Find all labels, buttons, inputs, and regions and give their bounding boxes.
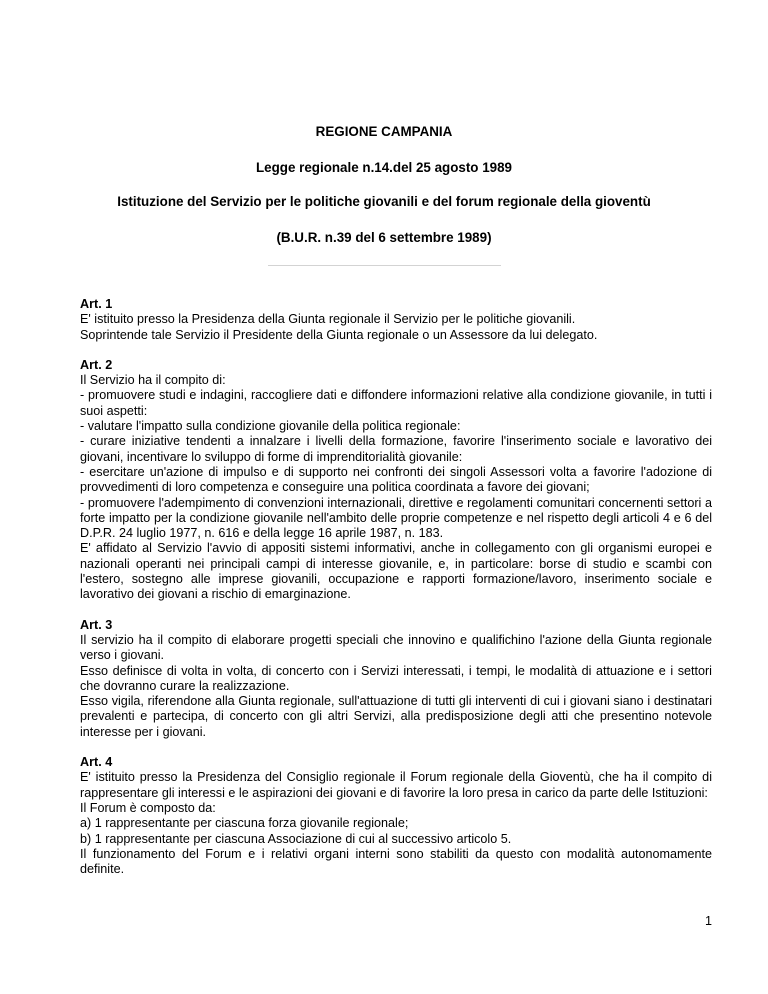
article-title: Art. 4 <box>80 755 113 770</box>
article-paragraph: - esercitare un'azione di impulso e di supporto nei confronti dei singoli Assessori volta a favorire l'adozione di provvedimenti di loro competenza e conseguire una politica coordinata a favore dei giovani; <box>80 464 712 495</box>
article-paragraph: E' istituito presso la Presidenza della Giunta regionale il Servizio per le politiche giovanili. <box>80 312 576 327</box>
law-heading: Legge regionale n.14.del 25 agosto 1989 <box>255 160 512 175</box>
article-3 <box>80 618 712 740</box>
article-paragraph: Soprintende tale Servizio il Presidente della Giunta regionale o un Assessore da lui delegato. <box>80 327 598 342</box>
document-header <box>0 114 768 266</box>
bur-reference: (B.U.R. n.39 del 6 settembre 1989) <box>276 230 492 245</box>
document-body <box>80 297 712 892</box>
region-heading: REGIONE CAMPANIA <box>315 124 453 139</box>
article-2 <box>80 358 712 603</box>
article-title: Art. 3 <box>80 617 113 632</box>
article-paragraph: - curare iniziative tendenti a innalzare i livelli della formazione, favorire l'inserimento sociale e lavorativo dei giovani, incentivare lo sviluppo di forme di imprenditorialità giovanile: <box>80 434 712 464</box>
article-paragraph: Il funzionamento del Forum e i relativi organi interni sono stabiliti da questo con modalità autonomamente definite. <box>80 846 712 877</box>
article-1 <box>80 297 712 343</box>
article-paragraph: Esso vigila, riferendone alla Giunta regionale, sull'attuazione di tutti gli interventi di cui i giovani siano i destinatari prevalenti e partecipa, di concerto con gli altri Servizi, alla predisposizione degli atti che presentino notevole interesse per i giovani. <box>80 694 712 739</box>
article-paragraph: Esso definisce di volta in volta, di concerto con i Servizi interessati, i tempi, le modalità di attuazione e i settori che dovranno curare la realizzazione. <box>80 663 712 693</box>
article-paragraph: a) 1 rappresentante per ciascuna forza giovanile regionale; <box>80 816 409 831</box>
article-4 <box>80 755 712 877</box>
article-paragraph: E' affidato al Servizio l'avvio di appositi sistemi informativi, anche in collegamento con gli organismi europei e nazionali operanti nei principali campi di interesse giovanile, e, in particolare: borse di studio e scambi con l'estero, sostegno alle imprese giovanili, occupazione e rapporti formazione/lavoro, inserimento sociale e lavorativo dei giovani a rischio di emarginazione. <box>80 541 712 602</box>
article-title: Art. 1 <box>80 297 113 311</box>
article-paragraph: - promuovere studi e indagini, raccogliere dati e diffondere informazioni relative alla condizione giovanile, in tutti i suoi aspetti: <box>80 388 712 418</box>
article-paragraph: Il servizio ha il compito di elaborare progetti speciali che innovino e qualifichino l'azione della Giunta regionale verso i giovani. <box>80 632 712 663</box>
article-paragraph: - promuovere l'adempimento di convenzioni internazionali, direttive e regolamenti comunitari concernenti settori a forte impatto per la condizione giovanile nell'ambito delle proprie competenze e nel rispetto degli articoli 4 e 6 del D.P.R. 24 luglio 1977, n. 616 e della legge 16 aprile 1987, n. 183. <box>80 495 712 541</box>
article-paragraph: Il Servizio ha il compito di: <box>80 373 226 388</box>
law-title: Istituzione del Servizio per le politiche giovanili e del forum regionale della gioventù <box>117 194 651 209</box>
article-paragraph: Il Forum è composto da: <box>80 800 216 815</box>
page-number: 1 <box>704 914 712 928</box>
article-paragraph: E' istituito presso la Presidenza del Consiglio regionale il Forum regionale della Gioventù, che ha il compito di rappresentare gli interessi e le aspirazioni dei giovani e di favorire la loro presa in carico da parte delle Istituzioni: <box>80 770 712 800</box>
header-divider <box>268 265 501 266</box>
article-title: Art. 2 <box>80 357 113 372</box>
article-paragraph: b) 1 rappresentante per ciascuna Associazione di cui al successivo articolo 5. <box>80 831 512 846</box>
article-paragraph: - valutare l'impatto sulla condizione giovanile della politica regionale: <box>80 419 461 434</box>
